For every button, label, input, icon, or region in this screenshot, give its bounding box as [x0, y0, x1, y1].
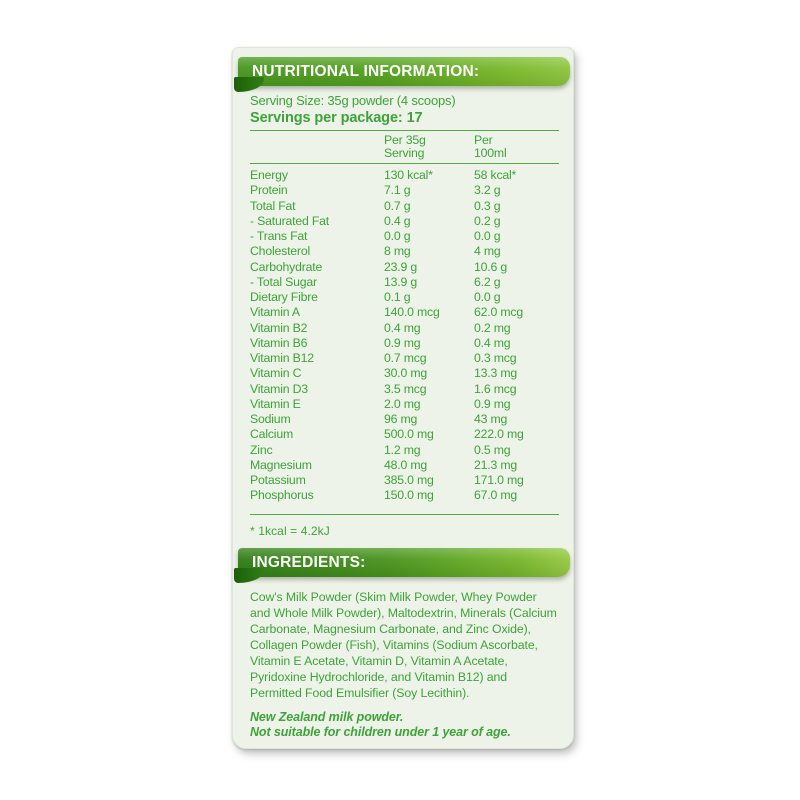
- origin-note: New Zealand milk powder.: [250, 709, 404, 724]
- per-100ml-value: 0.2 mg: [474, 320, 511, 335]
- nutrition-table: [250, 130, 559, 504]
- per-serving-value: 0.7 mcg: [384, 351, 427, 365]
- per-100ml-value: 0.2 g: [474, 213, 501, 228]
- per-100ml-value: 43 mg: [474, 412, 508, 426]
- nutrient-name: Cholesterol: [250, 244, 310, 259]
- per-100ml-value: 13.3 mg: [474, 366, 518, 381]
- per-100ml-value: 0.4 mg: [474, 335, 511, 350]
- column-header-per-100ml: [474, 134, 559, 160]
- nutrient-name: Vitamin D3: [250, 381, 308, 396]
- per-serving-value: 23.9 g: [384, 259, 417, 274]
- nutrient-name: - Trans Fat: [250, 229, 308, 243]
- nutrition-content: [233, 93, 573, 538]
- nutrient-name: Phosphorus: [250, 488, 314, 503]
- nutrition-row: [250, 458, 559, 473]
- nutrition-rows: [250, 164, 559, 504]
- nutrition-row: [250, 412, 559, 427]
- per-serving-value: 96 mg: [384, 412, 418, 426]
- col2-line2: 100ml: [474, 146, 507, 160]
- per-serving-value: 385.0 mg: [384, 473, 434, 487]
- nutrition-row: [250, 275, 559, 290]
- nutrient-name: Carbohydrate: [250, 259, 323, 274]
- servings-per-package-text: Servings per package: 17: [250, 110, 423, 126]
- per-serving-value: 150.0 mg: [384, 488, 434, 503]
- nutrient-name: Calcium: [250, 427, 294, 442]
- nutrition-table-header: [250, 130, 559, 164]
- per-100ml-value: 0.3 mcg: [474, 351, 517, 365]
- nutrition-row: [250, 382, 559, 397]
- ingredients-content: [233, 589, 573, 741]
- per-100ml-value: 222.0 mg: [474, 427, 524, 442]
- nutrient-name: Vitamin C: [250, 366, 302, 381]
- per-serving-value: 30.0 mg: [384, 366, 428, 381]
- nutrition-row: [250, 397, 559, 412]
- nutrition-row: [250, 336, 559, 351]
- nutrition-row: [250, 183, 559, 198]
- nutritional-information-header-bar: [238, 57, 570, 86]
- nutrition-row: [250, 290, 559, 305]
- kcal-footnote: * 1kcal = 4.2kJ: [250, 523, 330, 538]
- nutrient-name: Vitamin B2: [250, 320, 308, 335]
- per-100ml-value: 21.3 mg: [474, 457, 518, 472]
- per-serving-value: 0.4 mg: [384, 320, 421, 335]
- per-100ml-value: 0.9 mg: [474, 396, 511, 411]
- label-notes: [250, 710, 559, 741]
- nutrient-name: Vitamin E: [250, 396, 301, 411]
- nutrition-row: [250, 305, 559, 320]
- per-serving-value: 2.0 mg: [384, 396, 421, 411]
- nutrient-name: Vitamin B6: [250, 335, 308, 350]
- per-serving-value: 500.0 mg: [384, 427, 434, 442]
- nutrient-name: - Total Sugar: [250, 274, 317, 289]
- col1-line1: Per 35g: [384, 133, 426, 147]
- per-serving-value: 8 mg: [384, 244, 411, 259]
- per-serving-value: 7.1 g: [384, 183, 411, 198]
- nutrient-name: Dietary Fibre: [250, 290, 318, 304]
- ingredients-text: Cow's Milk Powder (Skim Milk Powder, Whey Powder and Whole Milk Powder), Maltodextrin, Minerals (Calcium Carbonate, Magnesium Carbonate, and Zinc Oxide), Collagen Powder (Fish), Vitamins (Sodium Ascorbate, Vitamin E Acetate, Vitamin D, Vitamin A Acetate, Pyridoxine Hydrochloride, and Vitamin B12) and Permitted Food Emulsifier (Soy Lecithin).: [250, 589, 557, 700]
- nutrient-name: Magnesium: [250, 457, 312, 472]
- nutrition-row: [250, 244, 559, 259]
- nutrient-name: Vitamin A: [250, 305, 300, 320]
- nutrition-row: [250, 260, 559, 275]
- per-serving-value: 0.1 g: [384, 290, 411, 304]
- nutrient-name: Protein: [250, 183, 288, 198]
- per-serving-value: 140.0 mcg: [384, 305, 440, 320]
- nutrient-name: Sodium: [250, 412, 291, 426]
- footnote-block: [250, 514, 559, 538]
- header-spacer: [250, 134, 384, 160]
- per-100ml-value: 1.6 mcg: [474, 381, 517, 396]
- nutrition-row: [250, 199, 559, 214]
- nutrient-name: Potassium: [250, 473, 306, 487]
- nutrition-label-card: [232, 47, 574, 749]
- column-header-per-serving: [384, 134, 474, 160]
- nutrition-row: [250, 427, 559, 442]
- per-100ml-value: 6.2 g: [474, 274, 501, 289]
- per-serving-value: 48.0 mg: [384, 457, 428, 472]
- nutritional-information-title: NUTRITIONAL INFORMATION:: [252, 63, 480, 80]
- col1-line2: Serving: [384, 146, 425, 160]
- age-warning-note: Not suitable for children under 1 year of age.: [250, 725, 511, 739]
- ingredients-title: INGREDIENTS:: [252, 553, 366, 571]
- per-100ml-value: 0.5 mg: [474, 442, 511, 457]
- per-serving-value: 0.7 g: [384, 198, 411, 213]
- serving-block: [250, 93, 559, 127]
- nutrition-row: [250, 321, 559, 336]
- per-100ml-value: 58 kcal*: [474, 168, 517, 182]
- per-serving-value: 0.4 g: [384, 213, 411, 228]
- nutrient-name: Zinc: [250, 442, 273, 457]
- per-serving-value: 13.9 g: [384, 274, 417, 289]
- per-100ml-value: 3.2 g: [474, 183, 501, 198]
- per-serving-value: 130 kcal*: [384, 168, 433, 182]
- serving-size-text: Serving Size: 35g powder (4 scoops): [250, 93, 456, 108]
- per-serving-value: 3.5 mcg: [384, 381, 427, 396]
- nutrition-row: [250, 443, 559, 458]
- ingredients-header-bar: [238, 548, 570, 577]
- nutrition-row: [250, 473, 559, 488]
- per-100ml-value: 171.0 mg: [474, 473, 524, 487]
- per-100ml-value: 0.0 g: [474, 229, 501, 243]
- per-100ml-value: 10.6 g: [474, 259, 507, 274]
- nutrient-name: Energy: [250, 168, 288, 182]
- per-100ml-value: 62.0 mcg: [474, 305, 523, 320]
- per-100ml-value: 67.0 mg: [474, 488, 518, 503]
- nutrition-row: [250, 366, 559, 381]
- nutrient-name: Total Fat: [250, 198, 296, 213]
- per-serving-value: 0.9 mg: [384, 335, 421, 350]
- nutrition-row: [250, 351, 559, 366]
- col2-line1: Per: [474, 133, 493, 147]
- nutrient-name: - Saturated Fat: [250, 213, 330, 228]
- per-100ml-value: 0.0 g: [474, 290, 501, 304]
- per-100ml-value: 0.3 g: [474, 198, 501, 213]
- per-serving-value: 0.0 g: [384, 229, 411, 243]
- nutrition-row: [250, 214, 559, 229]
- nutrition-row: [250, 229, 559, 244]
- nutrition-row: [250, 488, 559, 503]
- per-100ml-value: 4 mg: [474, 244, 501, 259]
- per-serving-value: 1.2 mg: [384, 442, 421, 457]
- nutrition-row: [250, 168, 559, 183]
- nutrient-name: Vitamin B12: [250, 351, 314, 365]
